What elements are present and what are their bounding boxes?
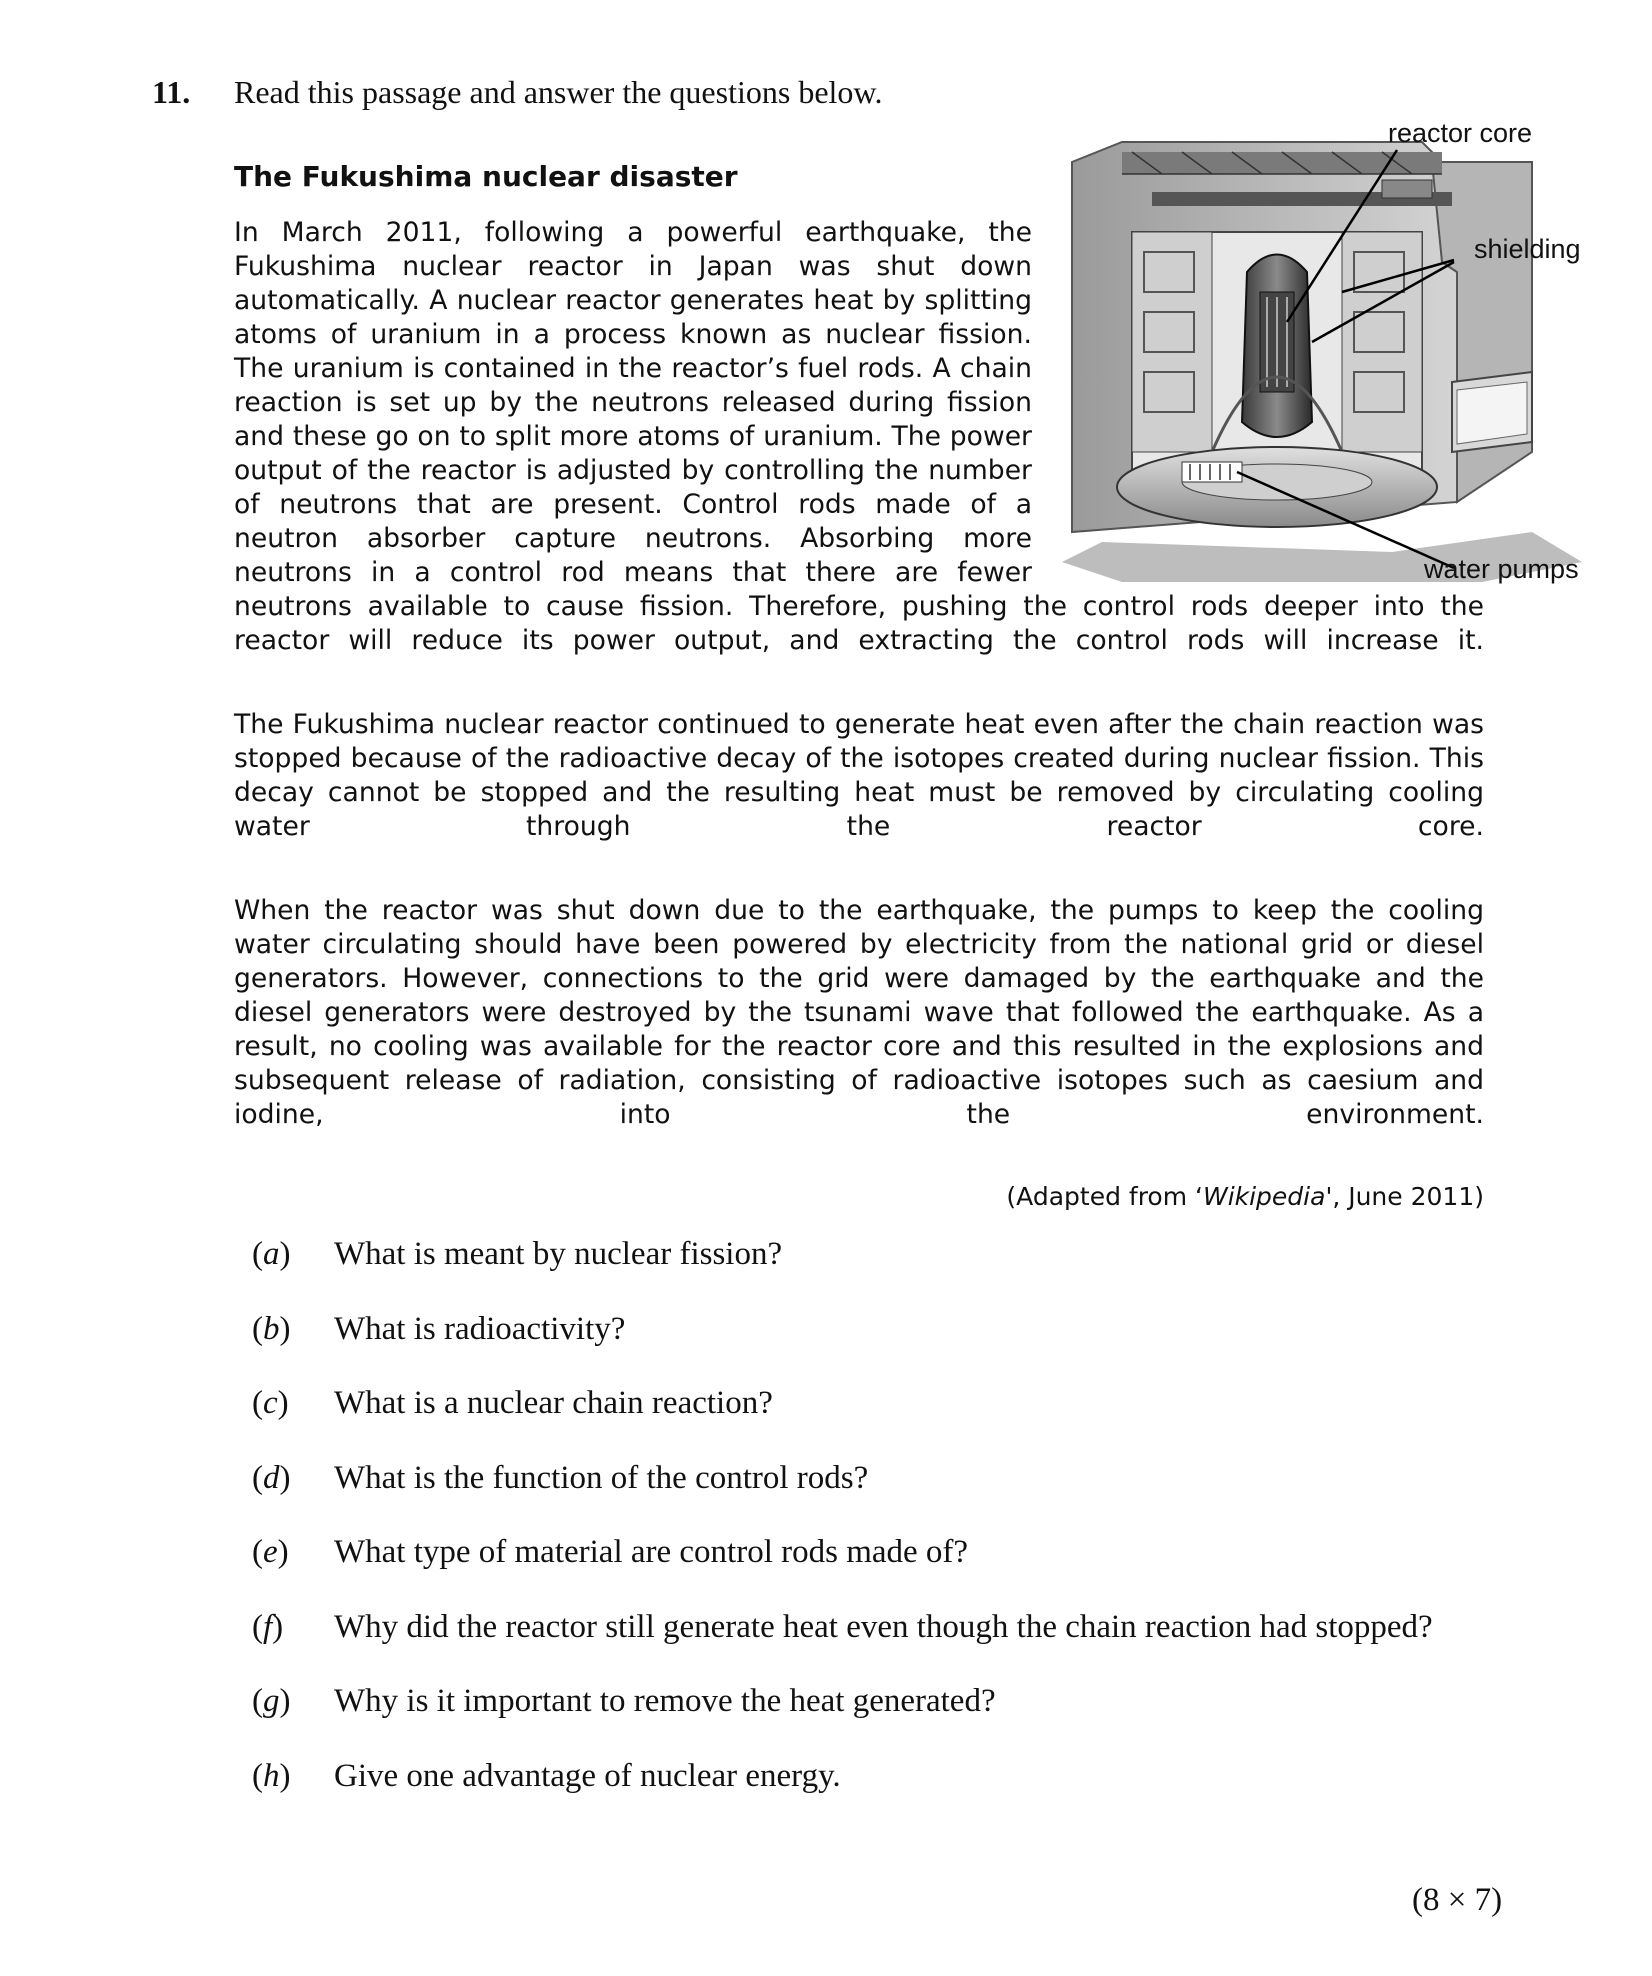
question-item [252,1534,1552,1609]
question-text: What is radioactivity? [334,1310,626,1347]
question-letter: (g) [252,1683,291,1719]
question-letter: (f) [252,1608,284,1645]
question-letter: (e) [252,1534,289,1570]
question-letter: (c) [252,1385,289,1421]
marks-allocation: (8 × 7) [1412,1882,1503,1918]
source-title: Wikipedia [1202,1181,1326,1211]
label-water-pumps: water pumps [1424,554,1579,584]
question-item [252,1460,1552,1535]
reactor-cutaway-illustration [1062,122,1600,582]
question-instruction: Read this passage and answer the questions below. [234,74,883,110]
question-text: What is meant by nuclear fission? [334,1236,783,1272]
question-number: 11. [152,74,191,110]
question-item [252,1758,1552,1833]
article-title: The Fukushima nuclear disaster [234,160,738,193]
article [234,118,1581,1211]
article-paragraph-3: When the reactor was shut down due to the earthquake, the pumps to keep the cooling water circulating should have been powered by electricity from the national grid or diesel generators. However, connections to the grid were damaged by the earthquake and the diesel generators were destroyed by the tsunami wave that followed the earthquake. As a result, no cooling was available for the reactor core and this resulted in the explosions and subsequent release of radiation, consisting of radioactive isotopes such as caesium and iodine, into the environment. [234,894,1484,1130]
question-list [252,1236,1552,1832]
question-item [252,1311,1552,1386]
source-suffix: ', June 2011) [1325,1181,1484,1211]
question-item [252,1236,1552,1311]
question-text: What is a nuclear chain reaction? [334,1385,773,1421]
source-prefix: (Adapted from ‘ [1006,1181,1203,1211]
reactor-figure [1062,118,1600,584]
question-item [252,1683,1552,1758]
question-item [252,1385,1552,1460]
question-text: Give one advantage of nuclear energy. [334,1757,841,1794]
article-source [234,1182,1484,1211]
question-letter: (b) [252,1310,291,1347]
question-letter: (d) [252,1459,291,1496]
article-paragraph-1: In March 2011, following a powerful earthquake, the Fukushima nuclear reactor in Japan was shut down automatically. A nuclear reactor generates heat by splitting atoms of uranium in a process known as nuclear fission. The uranium is contained in the reactor’s fuel rods. A chain reaction is set up by the neutrons released during fission and these go on to split more atoms of uranium. The power output of the reactor is adjusted by controlling the number of neutrons that are present. Control rods made of a neutron absorber capture neutrons. Absorbing more neutrons in a control rod means that there are fewer neutrons available to cause fission. Therefore, pushing the control rods deeper into the reactor will reduce its power output, and extracting the control rods will increase it. [234,216,1484,656]
question-text: Why is it important to remove the heat generated? [334,1683,996,1719]
article-paragraph-2: The Fukushima nuclear reactor continued to generate heat even after the chain reaction was stopped because of the radioactive decay of the isotopes created during nuclear fission. This decay cannot be stopped and the resulting heat must be removed by circulating cooling water through the reactor core. [234,708,1484,842]
question-text: Why did the reactor still generate heat even though the chain reaction had stopped? [334,1608,1433,1645]
label-reactor-core: reactor core [1388,118,1533,148]
question-letter: (a) [252,1236,291,1272]
label-shielding: shielding [1474,234,1581,264]
question-letter: (h) [252,1757,291,1794]
question-text: What is the function of the control rods? [334,1459,869,1496]
question-text: What type of material are control rods made of? [334,1534,969,1570]
question-item [252,1609,1552,1684]
